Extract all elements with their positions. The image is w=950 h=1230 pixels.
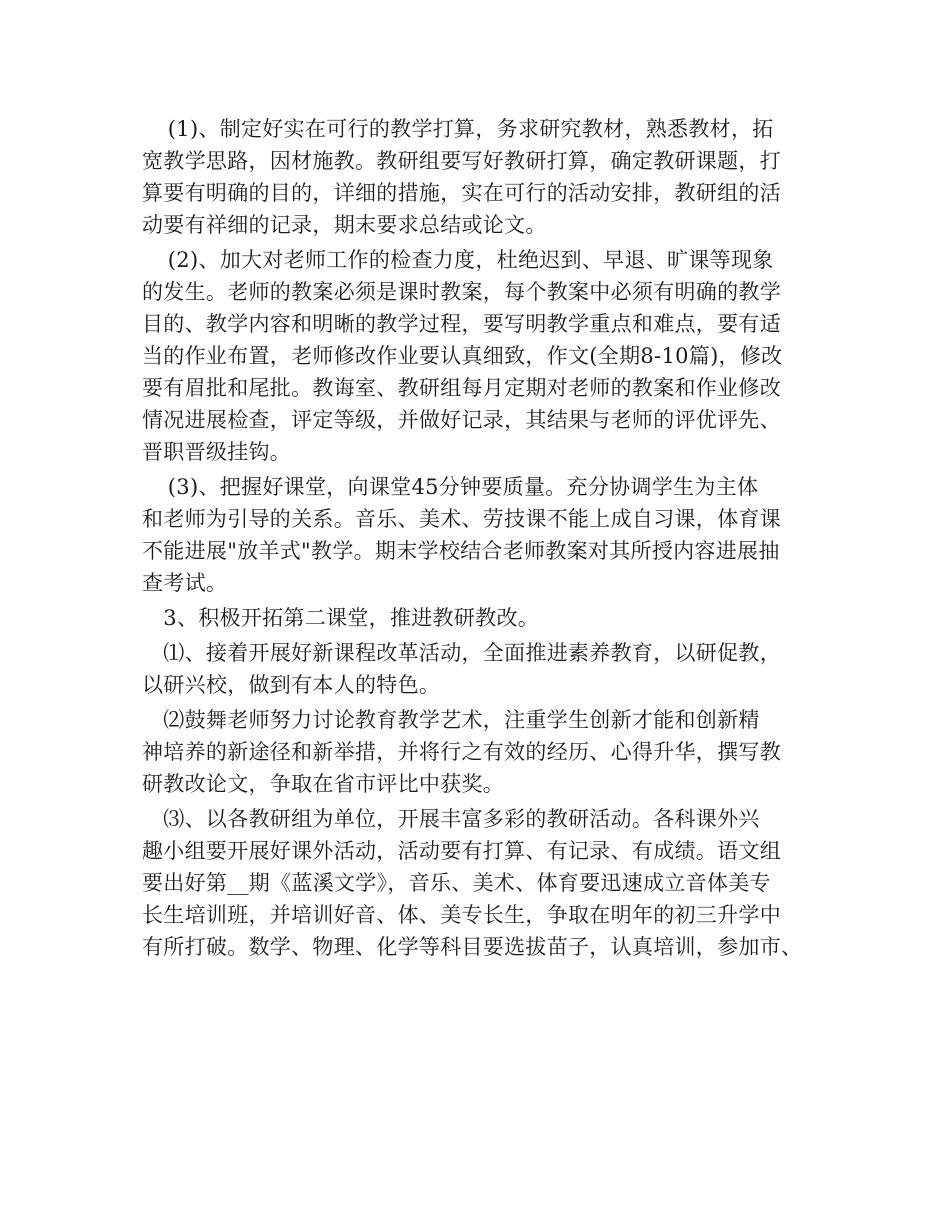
text-line: 和老师为引导的关系。音乐、美术、劳技课不能上成自习课，体育课 <box>142 507 781 531</box>
text-line: 算要有明确的目的，详细的措施，实在可行的活动安排，教研组的活 <box>142 181 781 205</box>
text-line: 有所打破。数学、物理、化学等科目要选拔苗子，认真培训，参加市、 <box>142 935 803 959</box>
text-line: 长生培训班，并培训好音、体、美专长生，争取在明年的初三升学中 <box>142 903 781 927</box>
text-line: 要出好第__期《蓝溪文学》，音乐、美术、体育要迅速成立音体美专 <box>142 871 771 895</box>
document-body <box>142 113 822 963</box>
text-line: 目的、教学内容和明晰的教学过程，要写明教学重点和难点，要有适 <box>142 312 781 336</box>
text-line: (2)、加大对老师工作的检查力度，杜绝迟到、早退、旷课等现象 <box>142 248 774 272</box>
text-line: ⑶、以各教研组为单位，开展丰富多彩的教研活动。各科课外兴 <box>142 807 760 831</box>
text-line: 研教改论文，争取在省市评比中获奖。 <box>142 772 505 796</box>
text-line: 要有眉批和尾批。教诲室、教研组每月定期对老师的教案和作业修改 <box>142 376 781 400</box>
text-line: (3)、把握好课堂，向课堂45分钟要质量。充分协调学生为主体 <box>142 475 759 499</box>
text-line: 查考试。 <box>142 571 228 595</box>
text-line: 神培养的新途径和新举措，并将行之有效的经历、心得升华，撰写教 <box>142 740 781 764</box>
text-line: 以研兴校，做到有本人的特色。 <box>142 673 441 697</box>
text-line: 宽教学思路，因材施教。教研组要写好教研打算，确定教研课题，打 <box>142 149 781 173</box>
text-line: 当的作业布置，老师修改作业要认真细致，作文(全期8-10篇)，修改 <box>142 344 783 368</box>
text-line: ⑵鼓舞老师努力讨论教育教学艺术，注重学生创新才能和创新精 <box>142 708 760 732</box>
text-line: ⑴、接着开展好新课程改革活动，全面推进素养教育，以研促教， <box>142 641 781 665</box>
text-line: 的发生。老师的教案必须是课时教案，每个教案中必须有明确的教学 <box>142 280 781 304</box>
text-line: 情况进展检查，评定等级，并做好记录，其结果与老师的评优评先、 <box>142 408 781 432</box>
text-line: 不能进展"放羊式"教学。期末学校结合老师教案对其所授内容进展抽 <box>142 539 780 563</box>
text-line: 3、积极开拓第二课堂，推进教研教改。 <box>142 606 540 630</box>
text-line: (1)、制定好实在可行的教学打算，务求研究教材，熟悉教材，拓 <box>142 117 774 141</box>
text-line: 动要有祥细的记录，期末要求总结或论文。 <box>142 213 547 237</box>
text-line: 晋职晋级挂钩。 <box>142 440 292 464</box>
text-line: 趣小组要开展好课外活动，活动要有打算、有记录、有成绩。语文组 <box>142 839 781 863</box>
